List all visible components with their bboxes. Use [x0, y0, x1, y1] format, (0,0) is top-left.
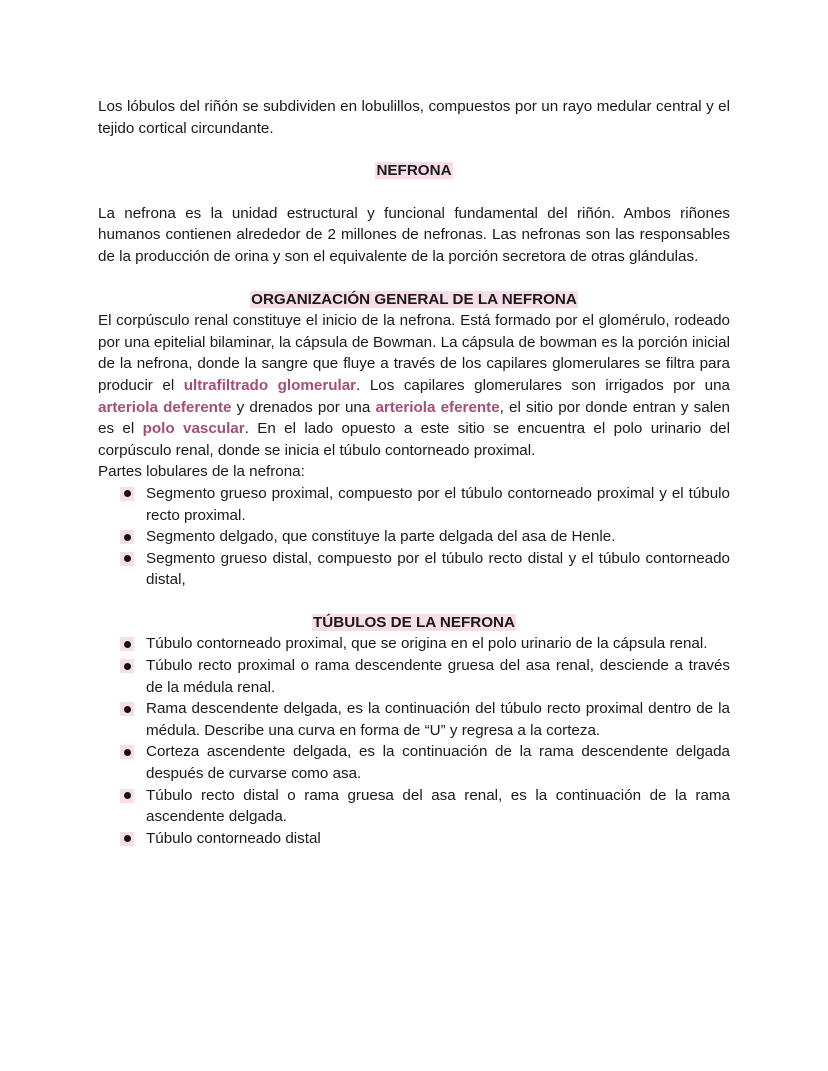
highlight-arteriola-eferente: arteriola eferente — [375, 398, 500, 416]
bullet-icon — [120, 832, 134, 846]
list-item: Rama descendente delgada, es la continuación del túbulo recto proximal dentro de la médula. Describe una curva en forma de “U” y regresa a la corteza. — [98, 698, 730, 741]
bullet-icon — [120, 659, 134, 673]
list-item: Corteza ascendente delgada, es la continuación de la rama descendente delgada después de curvarse como asa. — [98, 741, 730, 784]
bullet-icon — [120, 745, 134, 759]
highlight-polo-vascular: polo vascular — [142, 420, 245, 438]
bullet-icon — [120, 530, 134, 544]
list-item: Segmento grueso proximal, compuesto por el túbulo contorneado proximal y el túbulo recto proximal. — [98, 483, 730, 526]
document-body — [98, 96, 730, 849]
list-item: Segmento delgado, que constituye la parte delgada del asa de Henle. — [98, 526, 730, 548]
list-item: Túbulo contorneado distal — [98, 828, 730, 850]
list-item: Segmento grueso distal, compuesto por el túbulo recto distal y el túbulo contorneado distal, — [98, 548, 730, 591]
partes-list — [98, 483, 730, 591]
bullet-icon — [120, 487, 134, 501]
highlight-arteriola-deferente: arteriola deferente — [98, 398, 232, 416]
list-item: Túbulo recto proximal o rama descendente gruesa del asa renal, desciende a través de la médula renal. — [98, 655, 730, 698]
organizacion-heading: ORGANIZACIÓN GENERAL DE LA NEFRONA — [251, 290, 577, 308]
partes-label: Partes lobulares de la nefrona: — [98, 463, 305, 481]
bullet-icon — [120, 702, 134, 716]
intro-paragraph: Los lóbulos del riñón se subdividen en lobulillos, compuestos por un rayo medular central y el tejido cortical circundante. — [98, 98, 730, 137]
organizacion-paragraph: El corpúsculo renal constituye el inicio de la nefrona. Está formado por el glomérulo, rodeado por una epitelial bilaminar, la cápsula de Bowman. La cápsula de bowman es la porción inicial de la nefrona, donde la sangre que fluye a través de los capilares glomerulares se filtra para producir el ultrafiltrado glomerular. Los capilares glomerulares son irrigados por una arteriola deferente y drenados por una arteriola eferente, el sitio por donde entran y salen es el polo vascular. En el lado opuesto a este sitio se encuentra el polo urinario del corpúsculo renal, donde se inicia el túbulo contorneado proximal. — [98, 312, 730, 459]
highlight-ultrafiltrado: ultrafiltrado glomerular — [183, 376, 357, 394]
nefrona-paragraph: La nefrona es la unidad estructural y funcional fundamental del riñón. Ambos riñones humanos contienen alrededor de 2 millones de nefronas. Las nefronas son las responsables de la producción de orina y son el equivalente de la porción secretora de otras glándulas. — [98, 204, 730, 265]
tubulos-heading: TÚBULOS DE LA NEFRONA — [313, 613, 515, 631]
list-item: Túbulo contorneado proximal, que se origina en el polo urinario de la cápsula renal. — [98, 633, 730, 655]
bullet-icon — [120, 637, 134, 651]
bullet-icon — [120, 552, 134, 566]
list-item: Túbulo recto distal o rama gruesa del asa renal, es la continuación de la rama ascendente delgada. — [98, 785, 730, 828]
nefrona-heading: NEFRONA — [376, 162, 452, 180]
bullet-icon — [120, 789, 134, 803]
tubulos-list — [98, 633, 730, 849]
